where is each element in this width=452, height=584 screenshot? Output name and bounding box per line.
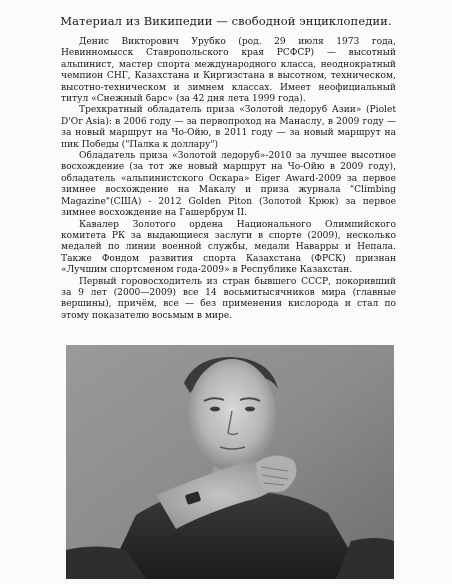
article-text	[61, 37, 396, 322]
paragraph-honors: Кавалер Золотого ордена Национального Олимпийского комитета РК за выдающиеся заслуги в спорте (2009), несколько медалей по линии военной службы, медали Наварры и Непала. Также Фондом развития спорта Казахстана (ФРСК) признан «Лучшим спортсменом года-2009» в Республике Казахстан.	[61, 219, 396, 276]
paragraph-eight-thousanders: Первый горовосходитель из стран бывшего СССР, покоривший за 9 лет (2000—2009) все 14 восьмитысячников мира (главные вершины), причём, все — без применения кислорода и стал по этому показателю восьмым в мире.	[61, 276, 396, 321]
paragraph-awards: Обладатель приза «Золотой ледоруб»-2010 за лучшее высотное восхождение (за тот же новый маршрут на Чо-Ойю в 2009 году), обладатель «альпинистского Оскара» Eiger Award-2009 за первое зимнее восхождение на Макалу и приза журнала "Climbing Magazine"(США) - 2012 Golden Piton (Золотой Крюк) за первое зимнее восхождение на Гашербрум II.	[61, 151, 396, 219]
portrait-illustration	[66, 345, 394, 579]
page-heading: Материал из Википедии — свободной энциклопедии.	[60, 14, 392, 28]
paragraph-piolet-asia: Трехкратный обладатель приза «Золотой ледоруб Азии» (Piolet D'Or Asia): в 2006 году — за первопроход на Манаслу, в 2009 году — за новый маршрут на Чо-Ойю, в 2011 году — за новый маршрут на пик Победы ("Палка к доллару")	[61, 105, 396, 150]
portrait-photo	[66, 345, 394, 579]
paragraph-biography: Денис Викторович Урубко (род. 29 июля 1973 года, Невинномысск Ставропольского края РСФСР) — высотный альпинист, мастер спорта международного класса, неоднократный чемпион СНГ, Казахстана и Киргизстана в высотном, техническом, высотно-техническом и зимнем классах. Имеет неофициальный титул «Снежный барс» (за 42 дня лета 1999 года).	[61, 37, 396, 105]
